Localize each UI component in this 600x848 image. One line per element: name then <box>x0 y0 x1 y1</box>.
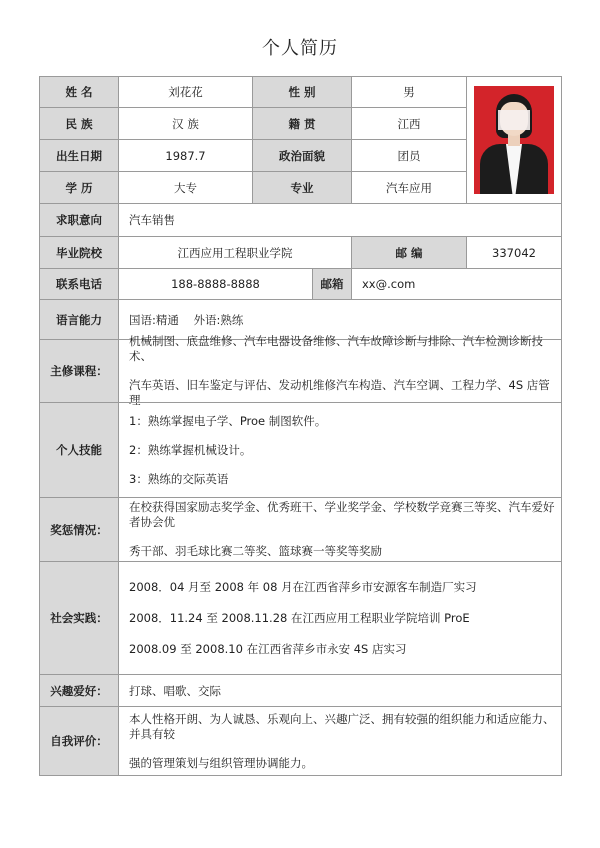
value-native: 江西 <box>351 107 467 140</box>
value-birth: 1987.7 <box>118 139 253 172</box>
value-phone: 188-8888-8888 <box>118 268 313 300</box>
value-skills <box>118 402 562 498</box>
value-name: 刘花花 <box>118 76 253 108</box>
label-courses: 主修课程： <box>39 339 119 403</box>
practice-line: 2008.09 至 2008.10 在江西省萍乡市永安 4S 店实习 <box>129 641 407 656</box>
label-native: 籍 贯 <box>252 107 352 140</box>
profile-photo <box>474 86 554 194</box>
value-education: 大专 <box>118 171 253 204</box>
label-phone: 联系电话 <box>39 268 119 300</box>
value-zip: 337042 <box>466 236 562 269</box>
self-line: 本人性格开朗、为人诚恳、乐观向上、兴趣广泛、拥有较强的组织能力和适应能力、并具有较 <box>129 711 555 741</box>
value-gender: 男 <box>351 76 467 108</box>
label-skills: 个人技能 <box>39 402 119 498</box>
label-political: 政治面貌 <box>252 139 352 172</box>
courses-line: 机械制图、底盘维修、汽车电器设备维修、汽车故障诊断与排除、汽车检测诊断技术、 <box>129 334 543 363</box>
self-line: 强的管理策划与组织管理协调能力。 <box>129 755 313 770</box>
value-courses <box>118 334 562 407</box>
value-school: 江西应用工程职业学院 <box>118 236 352 269</box>
value-major: 汽车应用 <box>351 171 467 204</box>
practice-line: 2008．04 月至 2008 年 08 月在江西省萍乡市安源客车制造厂实习 <box>129 579 477 594</box>
label-email: 邮箱 <box>312 268 352 300</box>
label-school: 毕业院校 <box>39 236 119 269</box>
label-self: 自我评价： <box>39 706 119 776</box>
awards-line: 秀干部、羽毛球比赛二等奖、篮球赛一等奖等奖励 <box>129 544 382 558</box>
value-awards <box>118 497 562 562</box>
skill-line: 1：熟练掌握电子学、Proe 制图软件。 <box>129 413 327 428</box>
value-political: 团员 <box>351 139 467 172</box>
skill-line: 2：熟练掌握机械设计。 <box>129 442 252 457</box>
skill-line: 3：熟练的交际英语 <box>129 471 229 486</box>
value-self <box>118 706 562 776</box>
label-major: 专业 <box>252 171 352 204</box>
page-title: 个人简历 <box>262 38 338 59</box>
value-ethnicity: 汉 族 <box>118 107 253 140</box>
practice-line: 2008．11.24 至 2008.11.28 在江西应用工程职业学院培训 ProE <box>129 610 470 625</box>
courses-line: 汽车英语、旧车鉴定与评估、发动机维修汽车构造、汽车空调、工程力学、4S 店管理 <box>129 378 550 407</box>
label-zip: 邮 编 <box>351 236 467 269</box>
label-language: 语言能力 <box>39 299 119 340</box>
label-name: 姓 名 <box>39 76 119 108</box>
value-practice <box>118 561 562 675</box>
value-email: xx@.com <box>351 268 562 300</box>
label-practice: 社会实践： <box>39 561 119 675</box>
label-intent: 求职意向 <box>39 203 119 237</box>
label-birth: 出生日期 <box>39 139 119 172</box>
photo-cell <box>466 76 562 204</box>
label-hobby: 兴趣爱好： <box>39 674 119 707</box>
value-intent: 汽车销售 <box>118 203 562 237</box>
value-language: 国语:精通 外语:熟练 <box>118 299 562 340</box>
label-ethnicity: 民 族 <box>39 107 119 140</box>
awards-line: 在校获得国家励志奖学金、优秀班干、学业奖学金、学校数学竞赛三等奖、汽车爱好者协会优 <box>129 500 555 529</box>
value-hobby: 打球、唱歌、交际 <box>118 674 562 707</box>
label-awards: 奖惩情况： <box>39 497 119 562</box>
label-education: 学 历 <box>39 171 119 204</box>
label-gender: 性 别 <box>252 76 352 108</box>
